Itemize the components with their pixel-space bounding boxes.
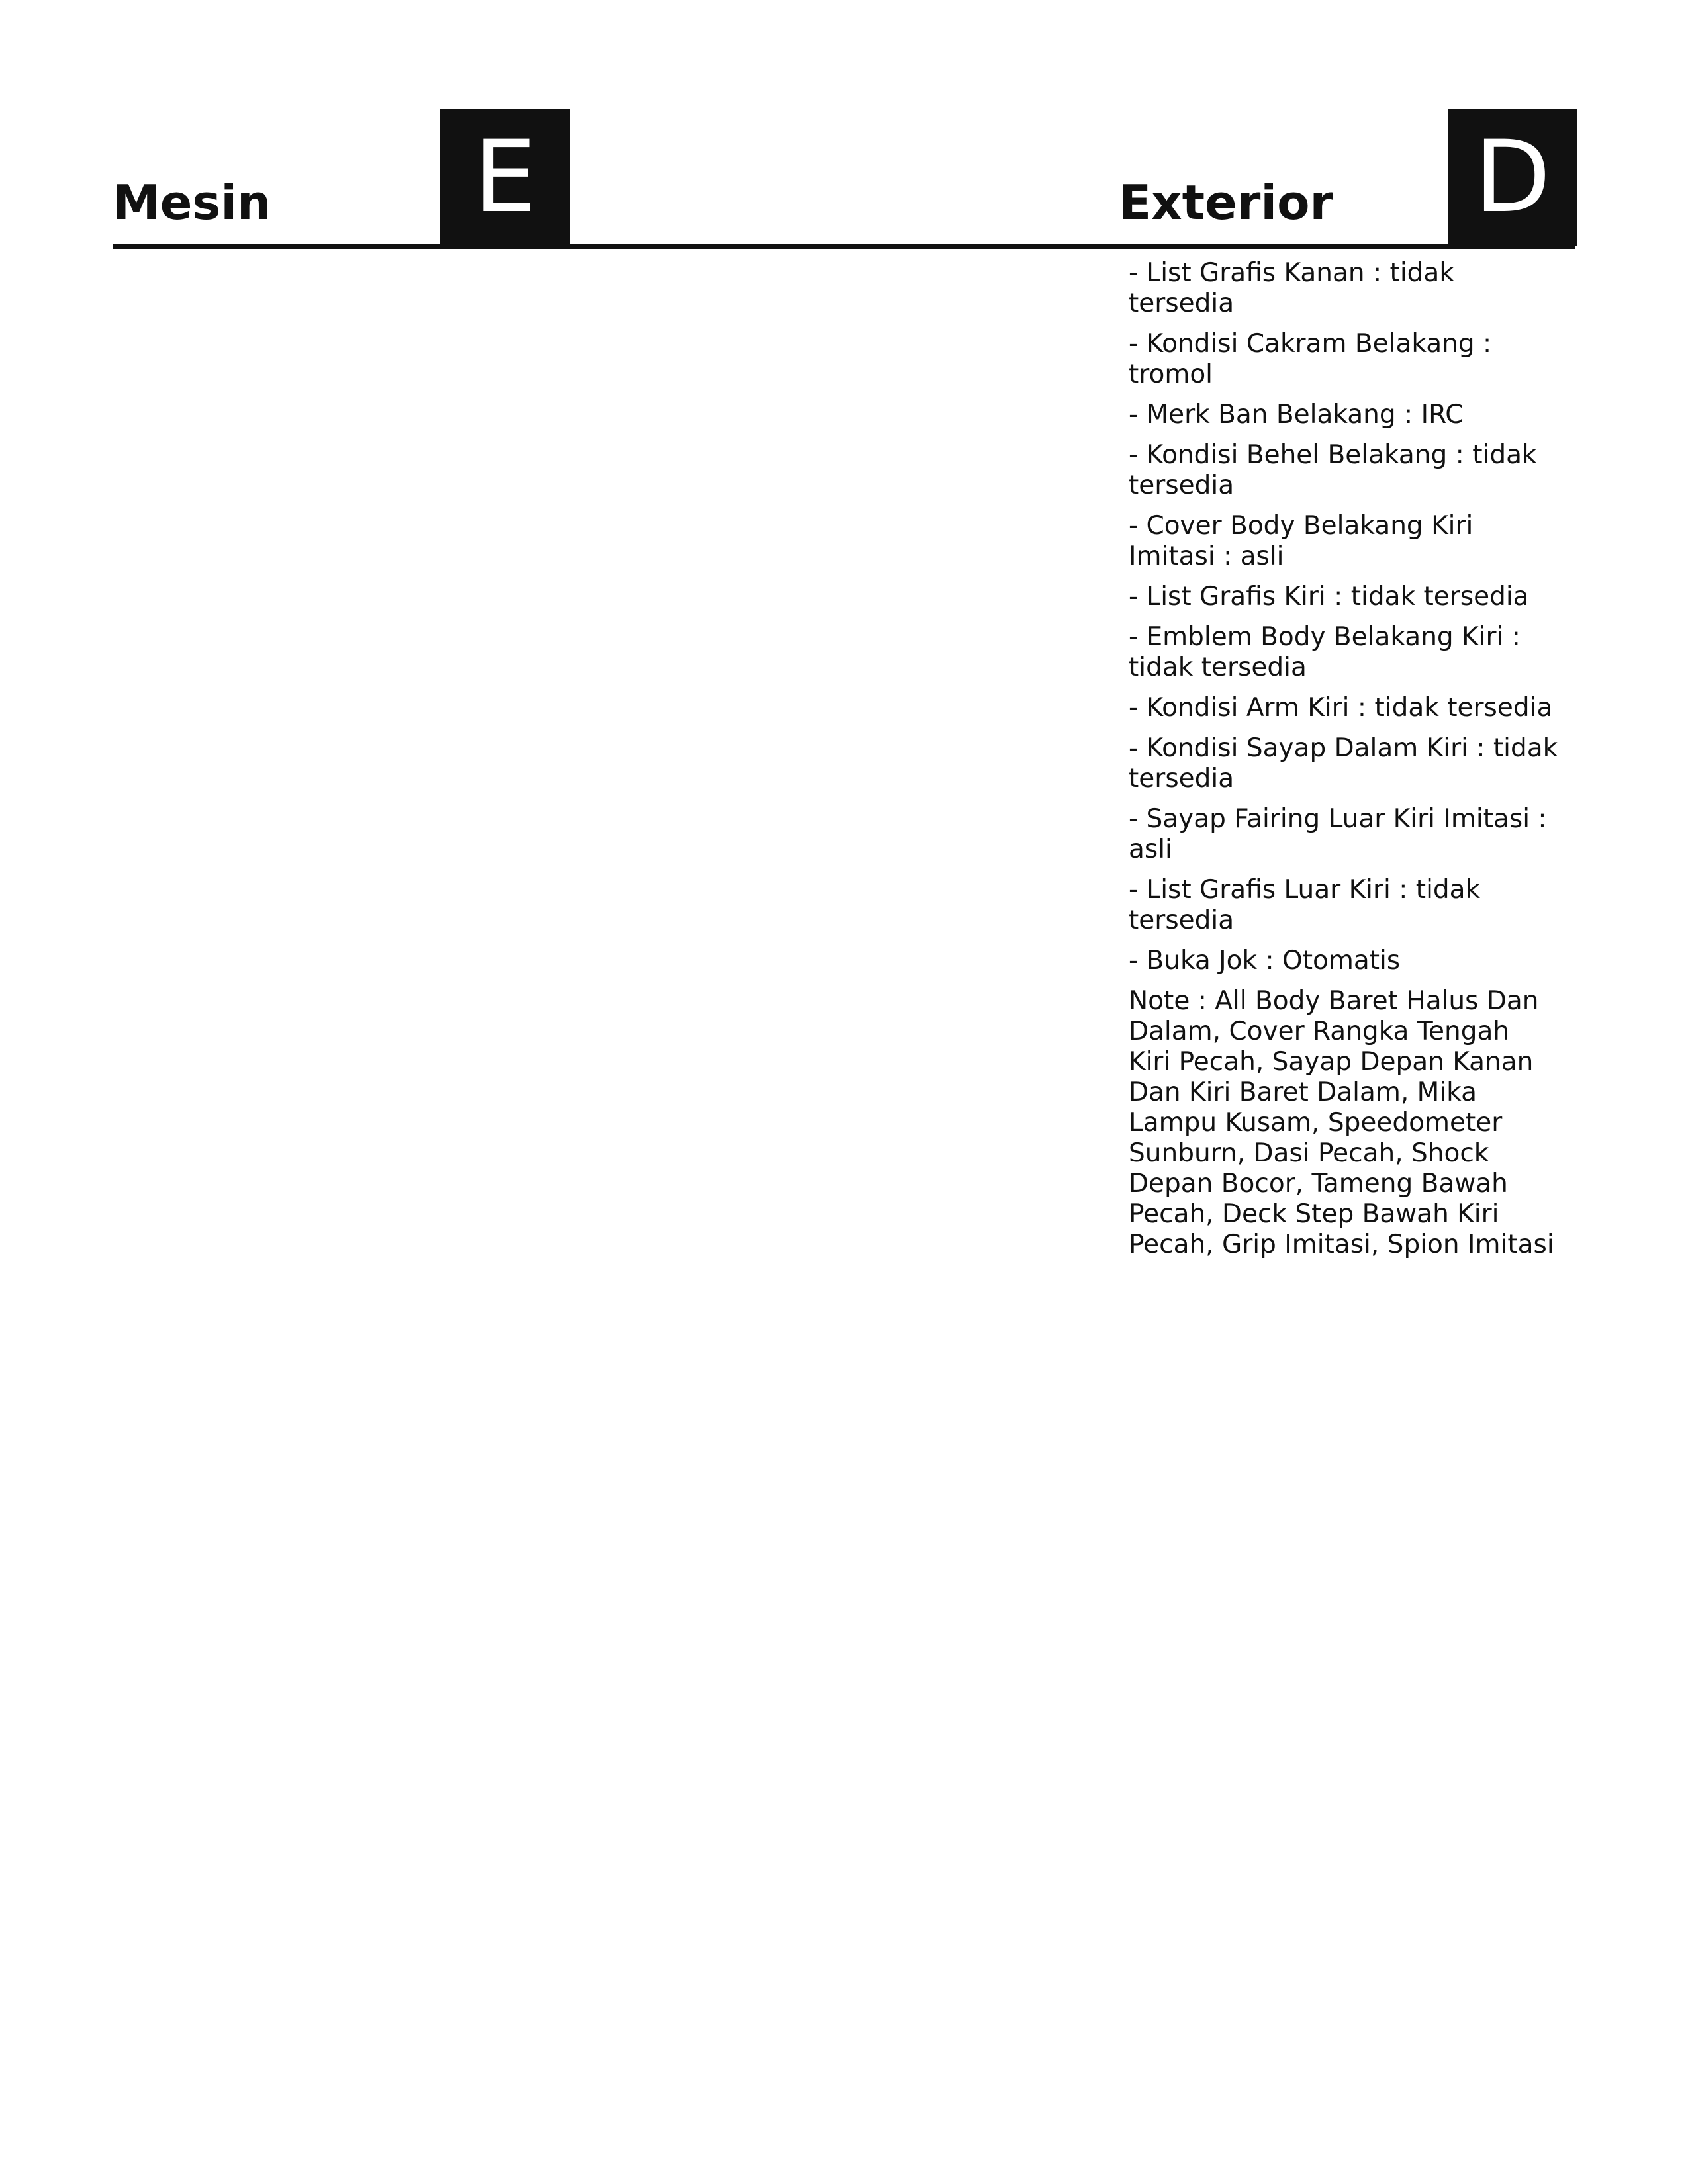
mesin-grade-badge: E	[440, 109, 570, 246]
list-item: - Kondisi Sayap Dalam Kiri : tidak tersedia	[1129, 733, 1558, 794]
exterior-section-title: Exterior	[1119, 175, 1334, 230]
list-item: - List Grafis Luar Kiri : tidak tersedia	[1129, 875, 1481, 935]
mesin-header-divider	[113, 244, 887, 249]
list-item: - Buka Jok : Otomatis	[1129, 946, 1401, 976]
list-item: - Kondisi Behel Belakang : tidak tersedia	[1129, 440, 1537, 500]
list-item: - List Grafis Kanan : tidak tersedia	[1129, 258, 1454, 318]
list-item: - Cover Body Belakang Kiri Imitasi : asli	[1129, 511, 1474, 571]
exterior-note: Note : All Body Baret Halus Dan Dalam, Cover Rangka Tengah Kiri Pecah, Sayap Depan Kanan Dan Kiri Baret Dalam, Mika Lampu Kusam, Speedometer Sunburn, Dasi Pecah, Shock Depan Bocor, Tameng Bawah Pecah, Deck Step Bawah Kiri Pecah, Grip Imitasi, Spion Imitasi	[1129, 986, 1554, 1259]
mesin-section-title: Mesin	[113, 175, 271, 230]
exterior-detail-list	[1129, 258, 1559, 1270]
list-item: - Sayap Fairing Luar Kiri Imitasi : asli	[1129, 804, 1547, 864]
list-item: - List Grafis Kiri : tidak tersedia	[1129, 582, 1529, 612]
list-item: - Emblem Body Belakang Kiri : tidak tersedia	[1129, 622, 1521, 682]
list-item: - Kondisi Arm Kiri : tidak tersedia	[1129, 693, 1553, 723]
exterior-header-divider	[887, 244, 1575, 249]
list-item: - Kondisi Cakram Belakang : tromol	[1129, 329, 1492, 389]
exterior-grade-badge: D	[1448, 109, 1577, 246]
list-item: - Merk Ban Belakang : IRC	[1129, 400, 1464, 430]
